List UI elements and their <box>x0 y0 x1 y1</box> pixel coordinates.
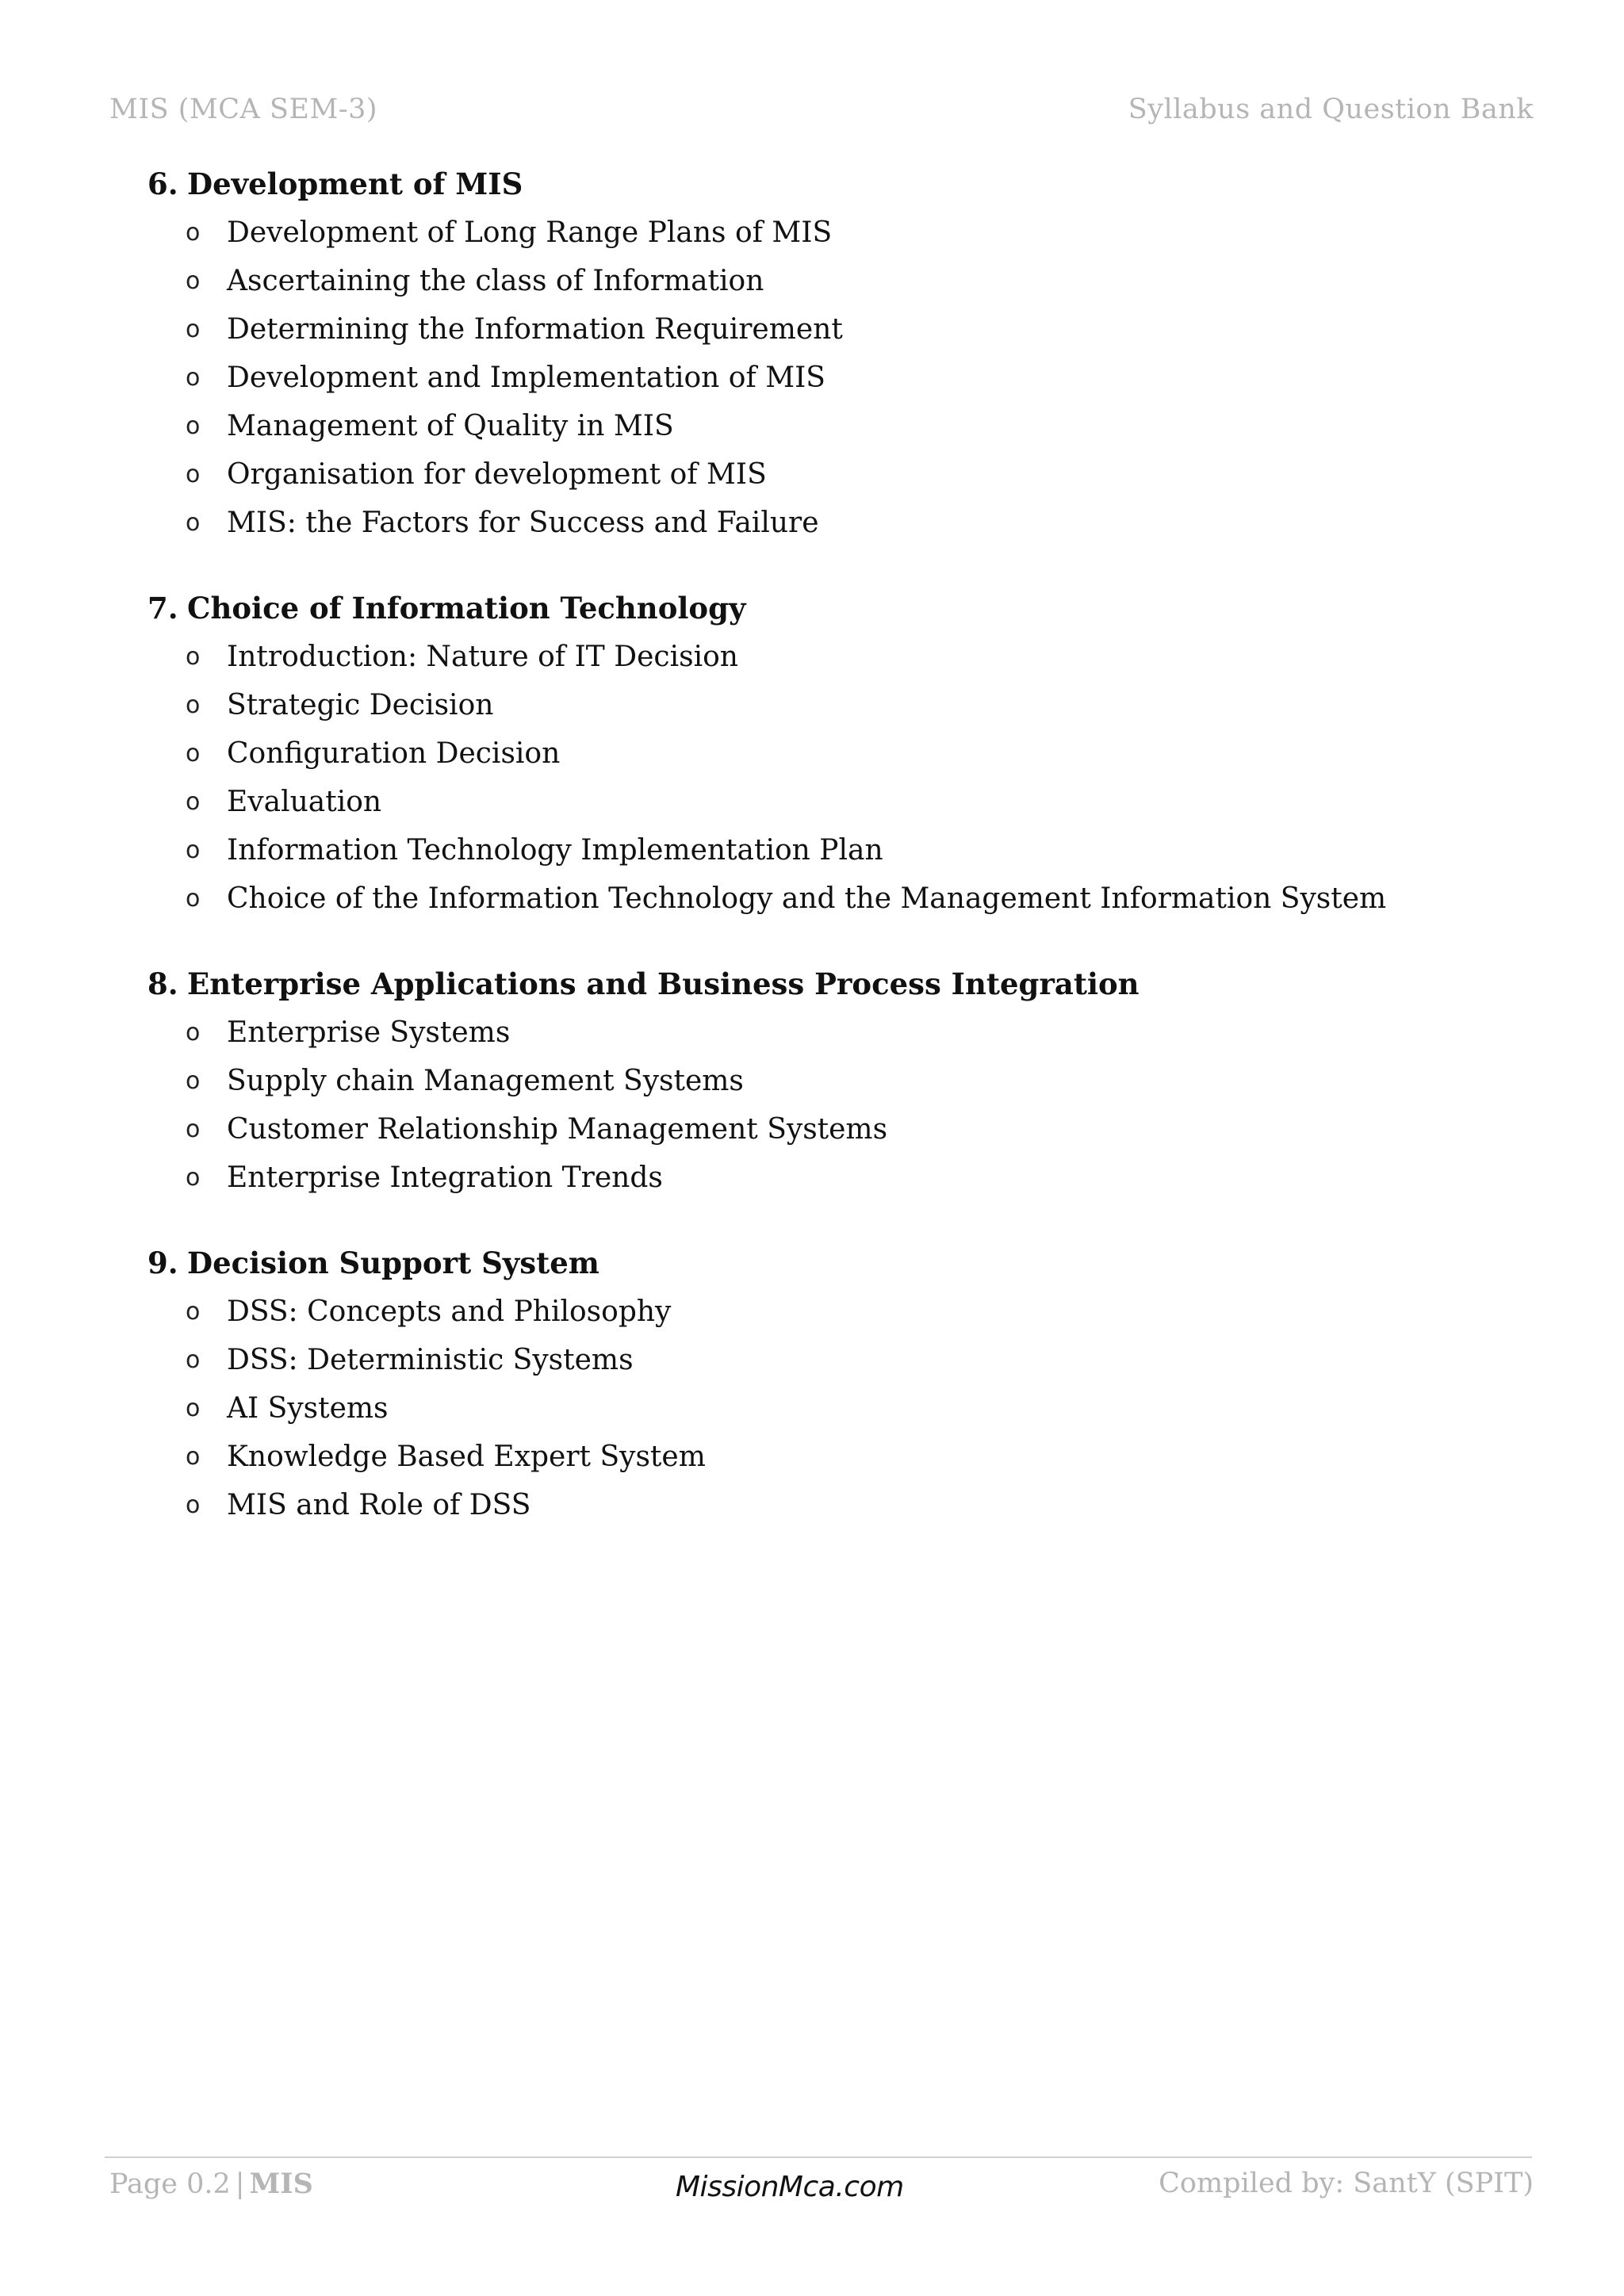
topic-text: DSS: Concepts and Philosophy <box>227 1295 672 1328</box>
section-number: 9. <box>147 1246 178 1280</box>
topic-text: MIS: the Factors for Success and Failure <box>227 507 819 539</box>
hollow-bullet-icon: o <box>186 788 201 816</box>
topic-list-item <box>147 358 1527 397</box>
topic-list-item <box>147 637 1527 676</box>
section-title: Choice of Information Technology <box>187 591 746 626</box>
hollow-bullet-icon: o <box>186 1491 201 1519</box>
footer-compiler-credit: Compiled by: SantY (SPIT) <box>1159 2168 1534 2199</box>
topic-list-item <box>147 407 1527 446</box>
hollow-bullet-icon: o <box>186 364 201 392</box>
hollow-bullet-icon: o <box>186 316 201 343</box>
topic-list-item <box>147 686 1527 725</box>
topic-list-item <box>147 213 1527 252</box>
section-heading <box>147 589 1527 627</box>
topic-list-item <box>147 1486 1527 1525</box>
topic-text: AI Systems <box>227 1392 389 1425</box>
hollow-bullet-icon: o <box>186 1298 201 1326</box>
topic-list <box>147 1013 1527 1197</box>
hollow-bullet-icon: o <box>186 691 201 719</box>
hollow-bullet-icon: o <box>186 1019 201 1047</box>
topic-text: Ascertaining the class of Information <box>227 265 764 297</box>
topic-list <box>147 213 1527 542</box>
topic-text: Introduction: Nature of IT Decision <box>227 641 738 673</box>
hollow-bullet-icon: o <box>186 643 201 671</box>
section-heading <box>147 965 1527 1003</box>
footer-subject: MIS <box>249 2168 313 2200</box>
hollow-bullet-icon: o <box>186 1164 201 1192</box>
topic-list-item <box>147 1110 1527 1149</box>
topic-text: Choice of the Information Technology and the Management Information System <box>227 882 1387 915</box>
hollow-bullet-icon: o <box>186 1395 201 1422</box>
topic-list-item <box>147 1437 1527 1476</box>
topic-list-item <box>147 1341 1527 1380</box>
topic-list-item <box>147 1013 1527 1052</box>
topic-list <box>147 637 1527 918</box>
section-heading <box>147 165 1527 203</box>
hollow-bullet-icon: o <box>186 1443 201 1471</box>
syllabus-content <box>147 165 1527 1571</box>
topic-list-item <box>147 831 1527 870</box>
hollow-bullet-icon: o <box>186 1346 201 1374</box>
header-document-label: Syllabus and Question Bank <box>1128 94 1534 125</box>
topic-text: Development and Implementation of MIS <box>227 362 825 394</box>
topic-list-item <box>147 734 1527 773</box>
topic-text: Management of Quality in MIS <box>227 410 674 442</box>
footer-site-logo: MissionMca.com <box>676 2171 904 2203</box>
topic-list-item <box>147 783 1527 821</box>
hollow-bullet-icon: o <box>186 885 201 913</box>
hollow-bullet-icon: o <box>186 1115 201 1143</box>
topic-list-item <box>147 262 1527 300</box>
footer-separator: | <box>235 2168 245 2200</box>
topic-text: Enterprise Integration Trends <box>227 1161 663 1194</box>
header-course-label: MIS (MCA SEM-3) <box>109 94 378 125</box>
topic-list-item <box>147 310 1527 349</box>
section-title: Development of MIS <box>187 166 523 201</box>
syllabus-section <box>147 589 1527 918</box>
topic-text: Enterprise Systems <box>227 1016 511 1049</box>
topic-text: Organisation for development of MIS <box>227 458 767 491</box>
footer-divider <box>105 2156 1532 2158</box>
topic-list <box>147 1292 1527 1525</box>
hollow-bullet-icon: o <box>186 412 201 440</box>
topic-text: DSS: Deterministic Systems <box>227 1344 634 1376</box>
topic-text: Information Technology Implementation Plan <box>227 834 883 867</box>
topic-list-item <box>147 879 1527 918</box>
topic-text: Knowledge Based Expert System <box>227 1441 706 1473</box>
topic-text: Determining the Information Requirement <box>227 313 843 346</box>
hollow-bullet-icon: o <box>186 1067 201 1095</box>
topic-text: Supply chain Management Systems <box>227 1065 744 1097</box>
topic-list-item <box>147 1158 1527 1197</box>
page-footer <box>109 2168 1534 2215</box>
syllabus-section <box>147 965 1527 1197</box>
topic-list-item <box>147 1292 1527 1331</box>
topic-text: Configuration Decision <box>227 737 561 770</box>
section-number: 8. <box>147 966 178 1001</box>
hollow-bullet-icon: o <box>186 461 201 488</box>
page-header <box>109 94 1534 133</box>
topic-text: Evaluation <box>227 786 382 818</box>
topic-list-item <box>147 503 1527 542</box>
topic-list-item <box>147 1389 1527 1428</box>
hollow-bullet-icon: o <box>186 509 201 537</box>
section-number: 7. <box>147 591 178 626</box>
topic-text: Strategic Decision <box>227 689 494 721</box>
topic-text: Development of Long Range Plans of MIS <box>227 216 833 249</box>
hollow-bullet-icon: o <box>186 219 201 247</box>
topic-list-item <box>147 1062 1527 1100</box>
topic-text: MIS and Role of DSS <box>227 1489 531 1521</box>
footer-page-info <box>109 2168 313 2200</box>
hollow-bullet-icon: o <box>186 267 201 295</box>
section-title: Enterprise Applications and Business Process Integration <box>187 966 1139 1001</box>
topic-list-item <box>147 455 1527 494</box>
footer-page-number: Page 0.2 <box>109 2168 231 2200</box>
section-heading <box>147 1244 1527 1282</box>
syllabus-section <box>147 1244 1527 1525</box>
syllabus-section <box>147 165 1527 542</box>
section-number: 6. <box>147 166 178 201</box>
topic-text: Customer Relationship Management Systems <box>227 1113 888 1146</box>
hollow-bullet-icon: o <box>186 836 201 864</box>
section-title: Decision Support System <box>187 1246 599 1280</box>
hollow-bullet-icon: o <box>186 740 201 767</box>
